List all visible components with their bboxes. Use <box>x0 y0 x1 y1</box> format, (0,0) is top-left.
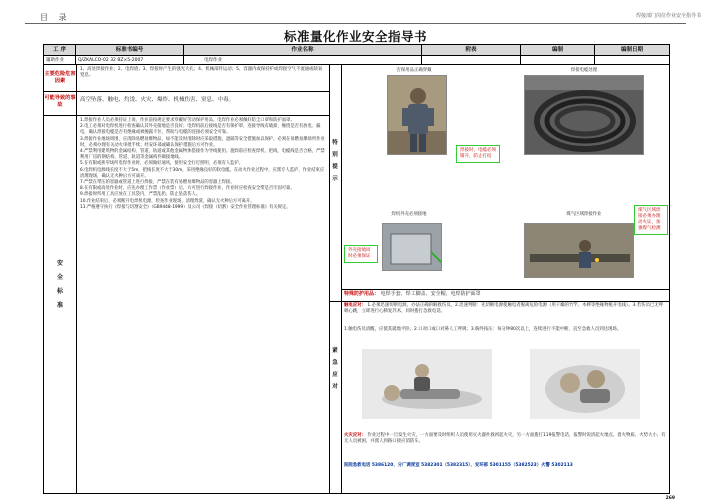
ppe-text: 电焊手套、焊工脚盖、安全帽、电焊防护面罩 <box>380 291 481 297</box>
callout-ground: 外壳接地同时必须保证 <box>344 245 378 263</box>
divider <box>341 289 669 290</box>
accidents-label: 可能导致的事故 <box>44 95 76 108</box>
safety-label-char: 全 <box>56 274 63 281</box>
photo-caption: 焊机外壳必须接地 <box>391 212 427 217</box>
fire-label: 火灾应对： <box>344 433 366 438</box>
th-code: 标准书编号 <box>76 45 184 56</box>
hazards-label: 主要危险危害因素 <box>44 71 76 84</box>
page-title: 标准量化作业安全指导书 <box>283 29 427 44</box>
safety-label <box>44 257 76 313</box>
grounding-photo <box>382 223 442 271</box>
safety-item: 1.焊接作业人员必须持证上岗，作业前按规定要求穿戴好劳动保护用品。电焊作业必须佩好防尘口罩和防护面罩。 <box>80 118 295 123</box>
safety-table <box>43 44 670 494</box>
ppe-row <box>344 291 664 297</box>
th-date: 编制日期 <box>620 47 643 53</box>
safety-item: 10.作业结束后，必须断开电焊机电源，检查作业现场，清理焊渣，确认无火种后方可离开。 <box>80 198 255 204</box>
header-right: 焊接部门岗位作业安全指导书 <box>635 13 701 19</box>
table-header-row <box>44 45 669 56</box>
emergency-label <box>329 345 341 393</box>
emergency-char: 对 <box>332 384 338 390</box>
safety-item: 8.在有限或高处作业时，应先办理工作票（作业票）后，方可进行焊接作业，作业时应检查安全带是否牢固可靠。 <box>80 186 295 192</box>
tips-char: 示 <box>332 176 338 182</box>
photo-caption: 焊接电缆处理 <box>570 68 598 73</box>
safety-label-char: 准 <box>56 302 63 309</box>
photo-caption: 否保用品正确穿戴 <box>396 68 432 73</box>
safety-item: 9.焊接时所用工具应放在工具袋内，严禁乱扔，防止坠落伤人。 <box>80 192 201 198</box>
th-attach: 附表 <box>422 45 521 56</box>
th-name: 作业名称 <box>184 45 422 56</box>
cpr-photo-1 <box>362 349 492 419</box>
tips-char: 提 <box>332 164 338 170</box>
divider <box>329 65 330 493</box>
electric-text: 1.必须迅速切断电源，办法正确的解救伤员。2.迅速判断：先切断电源使触电者脱离危险电源（用干燥的竹竿、木棒等绝缘物挑开电线）。3.若伤员已无呼吸心跳，立即进行心肺复苏术，同时拨打急救电话。 <box>344 303 664 315</box>
emergency-contacts: 医院急救电话 5386120、分厂调度室 5382301（5382315）、安环部 5301155（5382523）火警 5302113 <box>344 463 573 468</box>
photo-caption: 煤气区域焊接作业 <box>566 212 602 217</box>
safety-item: 4.严禁利用建筑物的金属结构、管道、轨道或其他金属物体搭接作为导线使用。施焊前应检查焊机、把线、电缆线是否合格，严禁利用厂房的钢结构、管道、轨道等金属构件做接地线。 <box>80 149 325 161</box>
callout-cable: 焊接时，电缆必须铺开，防止打结 <box>456 145 500 163</box>
page-header <box>0 0 711 24</box>
th-process: 工 序 <box>44 45 76 56</box>
header-left: 目 录 <box>40 13 71 22</box>
cell-name: 电焊作业 <box>184 56 422 65</box>
safety-item: 3.焊接作业地场周围，应清除易燃易爆物品，如不能及时清除时应采取措施，遮隔等安全措施加以保护。必须在易燃易爆场所作业时，必须办理有关动火审批手续；经安环部或确认保护措施后方可作业。 <box>80 136 325 148</box>
tips-char: 别 <box>332 152 338 158</box>
safety-item: 7.严禁在带压的容器或管道上进行焊接，严禁在装有易燃易爆物品的容器上焊接。 <box>80 180 235 186</box>
divider <box>329 301 669 302</box>
electric-label: 触电应对： <box>344 303 366 308</box>
safety-item: 11.严格遵守执行《焊接与切割安全》（GB9448-1999）及公司《焊接（切割）安全作业管理标准》有关规定。 <box>80 204 291 210</box>
fire-response <box>344 433 666 446</box>
gas-area-photo <box>524 223 634 278</box>
cpr-photo-2 <box>530 349 640 419</box>
worker-ppe-photo <box>387 75 447 155</box>
divider <box>44 91 330 92</box>
emergency-char: 紧 <box>332 348 338 354</box>
emergency-char: 急 <box>332 360 338 366</box>
cpr-text: 1.触电伤员清醒，应使其就地平卧；2.口对口或口对鼻人工呼吸；3.胸外按压：每分钟80次以上，连续进行不能中断，直至急救人员到达现场。 <box>344 327 622 332</box>
safety-label-char: 安 <box>56 260 63 267</box>
ppe-label: 特殊防护用品： <box>344 291 380 297</box>
safety-item: 5.在有限或狭窄场所电焊作业时，必须做好通风，使用安全行灯照明，必须有人监护。 <box>80 161 244 167</box>
cell-author <box>521 56 595 65</box>
accidents-text: 高空坠落、触电、灼烫、火灾、爆炸、机械伤害、窒息、中毒。 <box>80 97 235 103</box>
safety-items <box>80 118 326 211</box>
emergency-char: 应 <box>332 372 338 378</box>
tips-char: 特 <box>332 140 338 146</box>
divider <box>76 65 77 493</box>
cell-code: Q/ZKALCO-02 32 BZ×5-2007 <box>76 56 184 65</box>
fire-text: 作业过程中一旦发生火灾，一方面要及时组织人员使用灭火器扑救初起火灾，另一方面拨打119报警电话，报警时说清起火地点、着火物质、火势大小、有无人员被困，并派人到路口接应消防车。 <box>344 433 666 445</box>
safety-item: 2.电工必须对电焊机进行检查确认其外壳接地是否良好；电焊机前后接线是否有保护罩，连接导线有破损、缠绕是否有放电、漏电，确认焊接电缆是否有绝缘或被缠露卡住，帮助与电缆的连接必须安全可靠。 <box>80 124 321 136</box>
safety-label-char: 标 <box>56 288 63 295</box>
divider <box>44 115 330 116</box>
safety-item: 6.电焊机电源线长度不大于5m，把线长度不大于30m，采用绝缘良好的软电缆。在动火作业过程中，应派专人监护，作业结束应清理现场，确认无火种后方可离开。 <box>80 167 325 179</box>
divider <box>341 65 342 493</box>
electric-response <box>344 303 666 316</box>
table-row <box>44 56 669 65</box>
cell-attach <box>422 56 521 65</box>
header-divider <box>25 23 686 24</box>
hazards-text: 1、高处焊接作业；2、电焊渣；3、焊接时产生的强光大孔；4、机械部件运动；5、容器内或保持护或焊接空气不流通或缺氧窒息。 <box>80 67 323 79</box>
cell-date <box>595 56 669 65</box>
cable-photo <box>524 75 644 155</box>
callout-gas: 煤气区域焊接必须办理动火证，加强煤气检测 <box>634 205 668 235</box>
page-number: 269 <box>665 496 675 501</box>
th-author: 编制 <box>521 45 595 56</box>
cell-process: 辅助作业 <box>44 56 76 65</box>
tips-label <box>329 137 341 185</box>
